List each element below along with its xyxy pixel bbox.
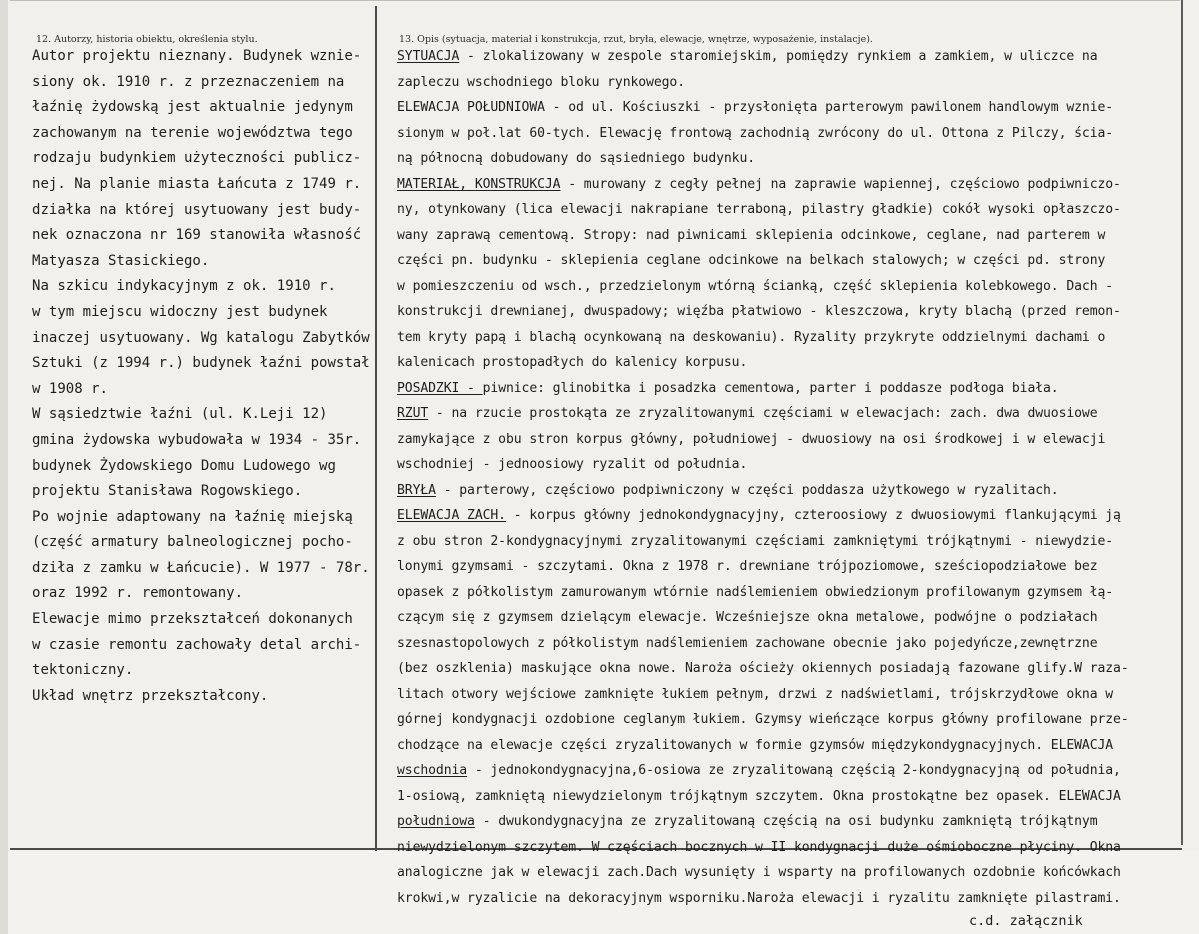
text-line: Elewacje mimo przekształceń dokonanych: [32, 611, 353, 628]
text-line: Matyasza Stasickiego.: [32, 252, 210, 269]
text-line: [397, 325, 1129, 351]
text-line: (część armatury balneologicznej pocho-: [32, 534, 353, 551]
text-line: [397, 529, 1129, 555]
text-line: [397, 197, 1129, 223]
text-line: budynek Żydowskiego Domu Ludowego wg: [32, 457, 336, 474]
line-text: niewydzielonym szczytem. W częściach bocznych w II kondygnacji duże ośmioboczne płyciny. Okna: [397, 839, 1121, 855]
text-line: Po wojnie adaptowany na łaźnię miejską: [32, 508, 353, 525]
text-line: Układ wnętrz przekształcony.: [32, 687, 269, 704]
text-line: [397, 733, 1129, 759]
text-line: [397, 427, 1129, 453]
history-text: [32, 44, 374, 709]
text-line: [397, 95, 1129, 121]
line-text: ELEWACJA POŁUDNIOWA - od ul. Kościuszki - przysłonięta parterowym pawilonem handlowym wznie-: [397, 100, 1114, 115]
text-line: [397, 223, 1129, 249]
text-line: [397, 554, 1129, 580]
line-text: zapleczu wschodniego bloku rynkowego.: [397, 74, 685, 90]
line-text: (bez oszklenia) maskujące okna nowe. Naroża ościeży okiennych posiadają fazowane glify.W raza-: [397, 661, 1129, 676]
section-keyword: POSADZKI -: [397, 380, 483, 396]
text-line: oraz 1992 r. remontowany.: [32, 585, 244, 602]
text-line: gmina żydowska wybudowała w 1934 - 35r.: [32, 431, 362, 448]
line-text: wschodniej - jednoosiowy ryzalit od południa.: [397, 457, 748, 472]
text-line: [397, 835, 1129, 861]
line-text: kalenicach prostopadłych do kalenicy korpusu.: [397, 355, 748, 370]
line-text: lonymi gzymsami - szczytami. Okna z 1978 r. drewniane trójpoziomowe, sześciopodziałowe bez: [397, 559, 1098, 574]
line-text: w pomieszczeniu od wsch., przedzielonym wtórną ścianką, część sklepienia kolebkowego. Dach -: [397, 278, 1114, 294]
text-line: Na szkicu indykacyjnym z ok. 1910 r.: [32, 278, 336, 295]
text-line: tektoniczny.: [32, 662, 134, 679]
text-line: [397, 886, 1129, 912]
text-line: rodzaju budynkiem użyteczności publicz-: [32, 150, 362, 167]
section-keyword: RZUT: [397, 406, 429, 421]
description-text: [397, 44, 1129, 911]
text-line: [397, 631, 1129, 657]
line-text: wany zaprawą cementową. Stropy: nad piwnicami sklepienia odcinkowe, ceglane, nad parterem w: [397, 227, 1106, 243]
text-line: [397, 860, 1129, 886]
line-text: - parterowy, częściowo podpiwniczony w części poddasza użytkowego w ryzalitach.: [435, 482, 1059, 498]
line-text: - dwukondygnacyjna ze zryzalitowaną częścią na osi budynku zamkniętą trójkątnym: [474, 814, 1098, 829]
text-line: [397, 478, 1129, 504]
page-edge-shadow: [0, 0, 8, 934]
text-line: [397, 70, 1129, 96]
line-text: z obu stron 2-kondygnacyjnymi zryzalitowanymi częściami zamkniętymi trójkątnymi - niewydzie-: [397, 533, 1114, 549]
section-keyword: SYTUACJA: [397, 49, 460, 64]
text-line: dziła z zamku w Łańcucie). W 1977 - 78r.: [32, 559, 370, 576]
line-text: - korpus główny jednokondygnacyjny, czteroosiowy z dwuosiowymi flankującymi ją: [505, 508, 1121, 523]
text-line: [397, 580, 1129, 606]
section-keyword: południowa: [397, 814, 475, 829]
line-text: konstrukcji drewnianej, dwuspadowy; więźba płatwiowo - kleszczowa, kryty blachą (przed remon-: [397, 304, 1121, 319]
text-line: [397, 758, 1129, 784]
line-text: opasek z półkolistym zamurowanym wtórnie nadślemieniem obwiedzionym profilowanym gzymsem łą-: [397, 584, 1114, 600]
text-line: [397, 682, 1129, 708]
line-text: górnej kondygnacji ozdobione ceglanym łukiem. Gzymsy wieńczące korpus główny profilowane prze-: [397, 712, 1129, 727]
text-line: Autor projektu nieznany. Budynek wznie-: [32, 48, 362, 64]
line-text: piwnice: glinobitka i posadzka cementowa, parter i poddasze podłoga biała.: [482, 380, 1059, 396]
text-line: nej. Na planie miasta Łańcuta z 1749 r.: [32, 175, 362, 192]
right-border: [1181, 0, 1183, 845]
text-line: [397, 274, 1129, 300]
text-line: [397, 248, 1129, 274]
text-line: inaczej usytuowany. Wg katalogu Zabytków: [32, 329, 370, 346]
text-line: w 1908 r.: [32, 380, 108, 397]
text-line: siony ok. 1910 r. z przeznaczeniem na: [32, 73, 345, 90]
text-line: projektu Stanisława Rogowskiego.: [32, 483, 303, 500]
line-text: chodzące na elewacje części zryzalitowanych w formie gzymsów międzykondygnacyjnych. ELEWACJA: [397, 737, 1114, 753]
continuation-note: c.d. załącznik: [969, 913, 1083, 929]
text-line: nek oznaczona nr 169 stanowiła własność: [32, 227, 362, 244]
line-text: analogiczne jak w elewacji zach.Dach wysunięty i wsparty na profilowanych ozdobnie końcówkach: [397, 865, 1121, 880]
text-line: [397, 350, 1129, 376]
line-text: litach otwory wejściowe zamknięte łukiem pełnym, drzwi z nadświetlami, trójskrzydłowe okna w: [397, 686, 1114, 702]
section-keyword: BRYŁA: [397, 482, 436, 498]
line-text: - jednokondygnacyjna,6-osiowa ze zryzalitowaną częścią 2-kondygnacyjną od południa,: [467, 763, 1121, 778]
right-column-header: 13. Opis (sytuacja, materiał i konstrukcja, rzut, bryła, elewacje, wnętrze, wyposażenie, instalacje).: [399, 34, 873, 45]
text-line: [397, 656, 1129, 682]
left-column-header: 12. Autorzy, historia obiektu, określenia stylu.: [36, 34, 258, 45]
line-text: sionym w poł.lat 60-tych. Elewację frontową zachodnią zwrócony do ul. Ottona z Pilczy, ścia-: [397, 125, 1114, 141]
text-line: [397, 146, 1129, 172]
text-line: W sąsiedztwie łaźni (ul. K.Leji 12): [32, 406, 328, 423]
text-line: [397, 605, 1129, 631]
column-divider: [375, 6, 377, 851]
text-line: [397, 809, 1129, 835]
text-line: [397, 452, 1129, 478]
line-text: ną północną dobudowany do sąsiedniego budynku.: [397, 151, 756, 166]
line-text: tem kryty papą i blachą ocynkowaną na deskowaniu). Ryzality przykryte oddzielnymi dachami o: [397, 329, 1106, 345]
text-line: [397, 376, 1129, 402]
text-line: w tym miejscu widoczny jest budynek: [32, 303, 328, 320]
text-line: [397, 401, 1129, 427]
line-text: szesnastopolowych z półkolistym nadślemieniem zachowane obecnie jako pojedyńcze,zewnętrzne: [397, 635, 1098, 651]
line-text: 1-osiową, zamkniętą niewydzielonym trójkątnym szczytem. Okna prostokątne bez opasek. ELEWACJA: [397, 788, 1121, 804]
section-keyword: wschodnia: [397, 763, 468, 778]
top-border: [10, 0, 1180, 1]
line-text: czącym się z gzymsem dzielącym elewacje. Wcześniejsze okna metalowe, podwójne o podziałach: [397, 610, 1098, 625]
text-line: Sztuki (z 1994 r.) budynek łaźni powstał: [32, 355, 370, 372]
text-line: [397, 707, 1129, 733]
text-line: zachowanym na terenie województwa tego: [32, 124, 353, 141]
line-text: ny, otynkowany (lica elewacji nakrapiane terraboną, pilastry gładkie) cokół wysoki opłaszczo-: [397, 202, 1121, 217]
text-line: działka na której usytuowany jest budy-: [32, 201, 362, 218]
line-text: zamykające z obu stron korpus główny, południowej - dwuosiowy na osi środkowej i w elewacji: [397, 431, 1106, 447]
text-line: [397, 503, 1129, 529]
text-line: łaźnię żydowską jest aktualnie jedynym: [32, 99, 353, 116]
text-line: [397, 44, 1129, 70]
line-text: - na rzucie prostokąta ze zryzalitowanymi częściami w elewacjach: zach. dwa dwuosiowe: [428, 406, 1098, 421]
section-keyword: ELEWACJA ZACH.: [397, 508, 506, 523]
text-line: [397, 172, 1129, 198]
line-text: krokwi,w ryzalicie na dekoracyjnym wsporniku.Naroża elewacji i ryzalitu zamknięte pilastrami.: [397, 890, 1121, 906]
line-text: - murowany z cegły pełnej na zaprawie wapiennej, częściowo podpiwniczo-: [560, 176, 1121, 192]
text-line: [397, 784, 1129, 810]
text-line: w czasie remontu zachowały detal archi-: [32, 636, 362, 653]
text-line: [397, 121, 1129, 147]
line-text: części pn. budynku - sklepienia ceglane odcinkowe na belkach stalowych; w części pd. strony: [397, 253, 1106, 268]
text-line: [397, 299, 1129, 325]
section-keyword: MATERIAŁ, KONSTRUKCJA: [397, 176, 561, 192]
line-text: - zlokalizowany w zespole staromiejskim, pomiędzy rynkiem a zamkiem, w uliczce na: [459, 49, 1098, 64]
